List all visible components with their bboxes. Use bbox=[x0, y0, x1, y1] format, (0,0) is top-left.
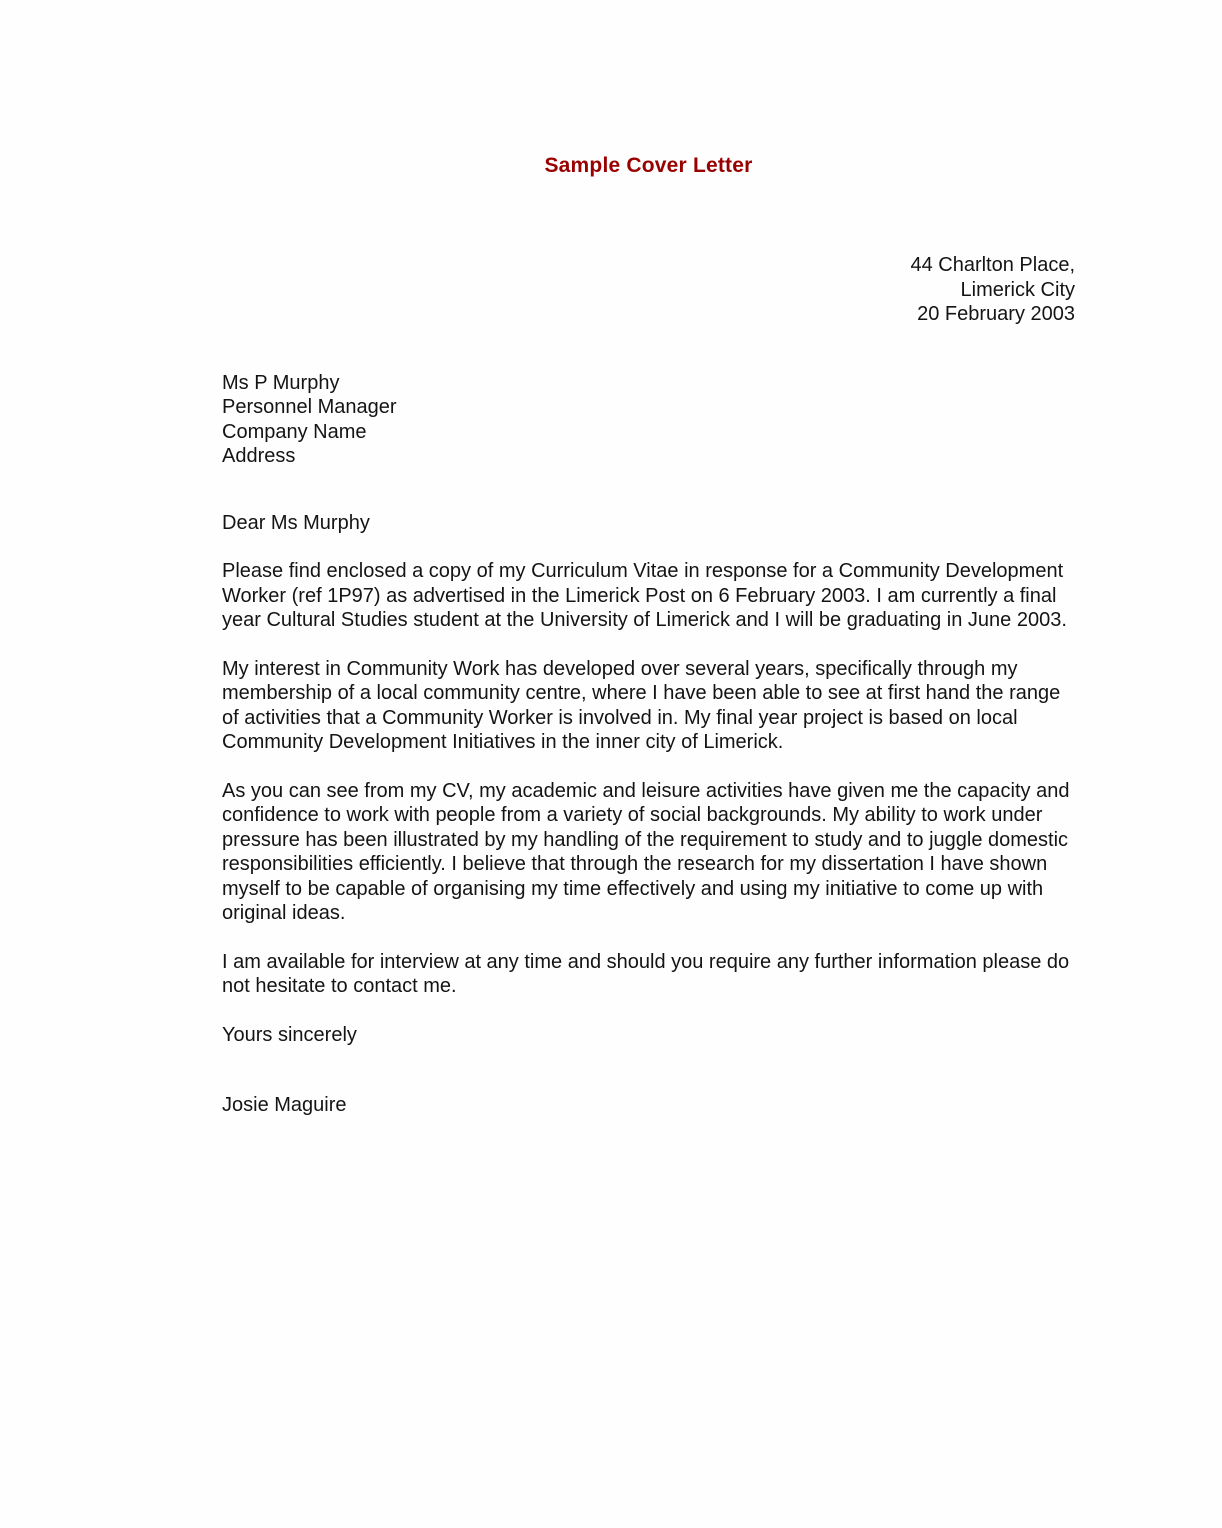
signature-name: Josie Maguire bbox=[222, 1094, 347, 1116]
body-paragraph-3: As you can see from my CV, my academic and leisure activities have given me the capacity and confidence to work with people from a variety of social backgrounds. My ability to work under pressure has been illustrated by my handling of the requirement to study and to juggle domestic responsibilities efficiently. I believe that through the research for my dissertation I have shown myself to be capable of organising my time effectively and using my initiative to come up with original ideas. bbox=[222, 779, 1070, 924]
sender-address-block bbox=[222, 253, 1075, 327]
recipient-company: Company Name bbox=[222, 420, 367, 443]
sender-address-line-2: Limerick City bbox=[960, 278, 1075, 301]
recipient-address: Address bbox=[222, 445, 296, 467]
body-paragraph-2: My interest in Community Work has developed over several years, specifically through my membership of a local community centre, where I have been able to see at first hand the range of activities that a Community Worker is involved in. My final year project is based on local Community Development Initiatives in the inner city of Limerick. bbox=[222, 657, 1061, 753]
document-title: Sample Cover Letter bbox=[544, 154, 753, 177]
recipient-name: Ms P Murphy bbox=[222, 371, 340, 394]
body-paragraph-4: I am available for interview at any time and should you require any further information please do not hesitate to contact me. bbox=[222, 950, 1070, 997]
closing: Yours sincerely bbox=[222, 1023, 357, 1046]
recipient-block bbox=[222, 371, 1075, 469]
sender-address-line-1: 44 Charlton Place, bbox=[910, 254, 1075, 276]
sender-date: 20 February 2003 bbox=[917, 303, 1075, 325]
salutation: Dear Ms Murphy bbox=[222, 511, 370, 534]
body-paragraph-1: Please find enclosed a copy of my Curriculum Vitae in response for a Community Development Worker (ref 1P97) as advertised in the Limerick Post on 6 February 2003. I am currently a final year Cultural Studies student at the University of Limerick and I will be graduating in June 2003. bbox=[222, 560, 1067, 631]
recipient-role: Personnel Manager bbox=[222, 396, 397, 418]
